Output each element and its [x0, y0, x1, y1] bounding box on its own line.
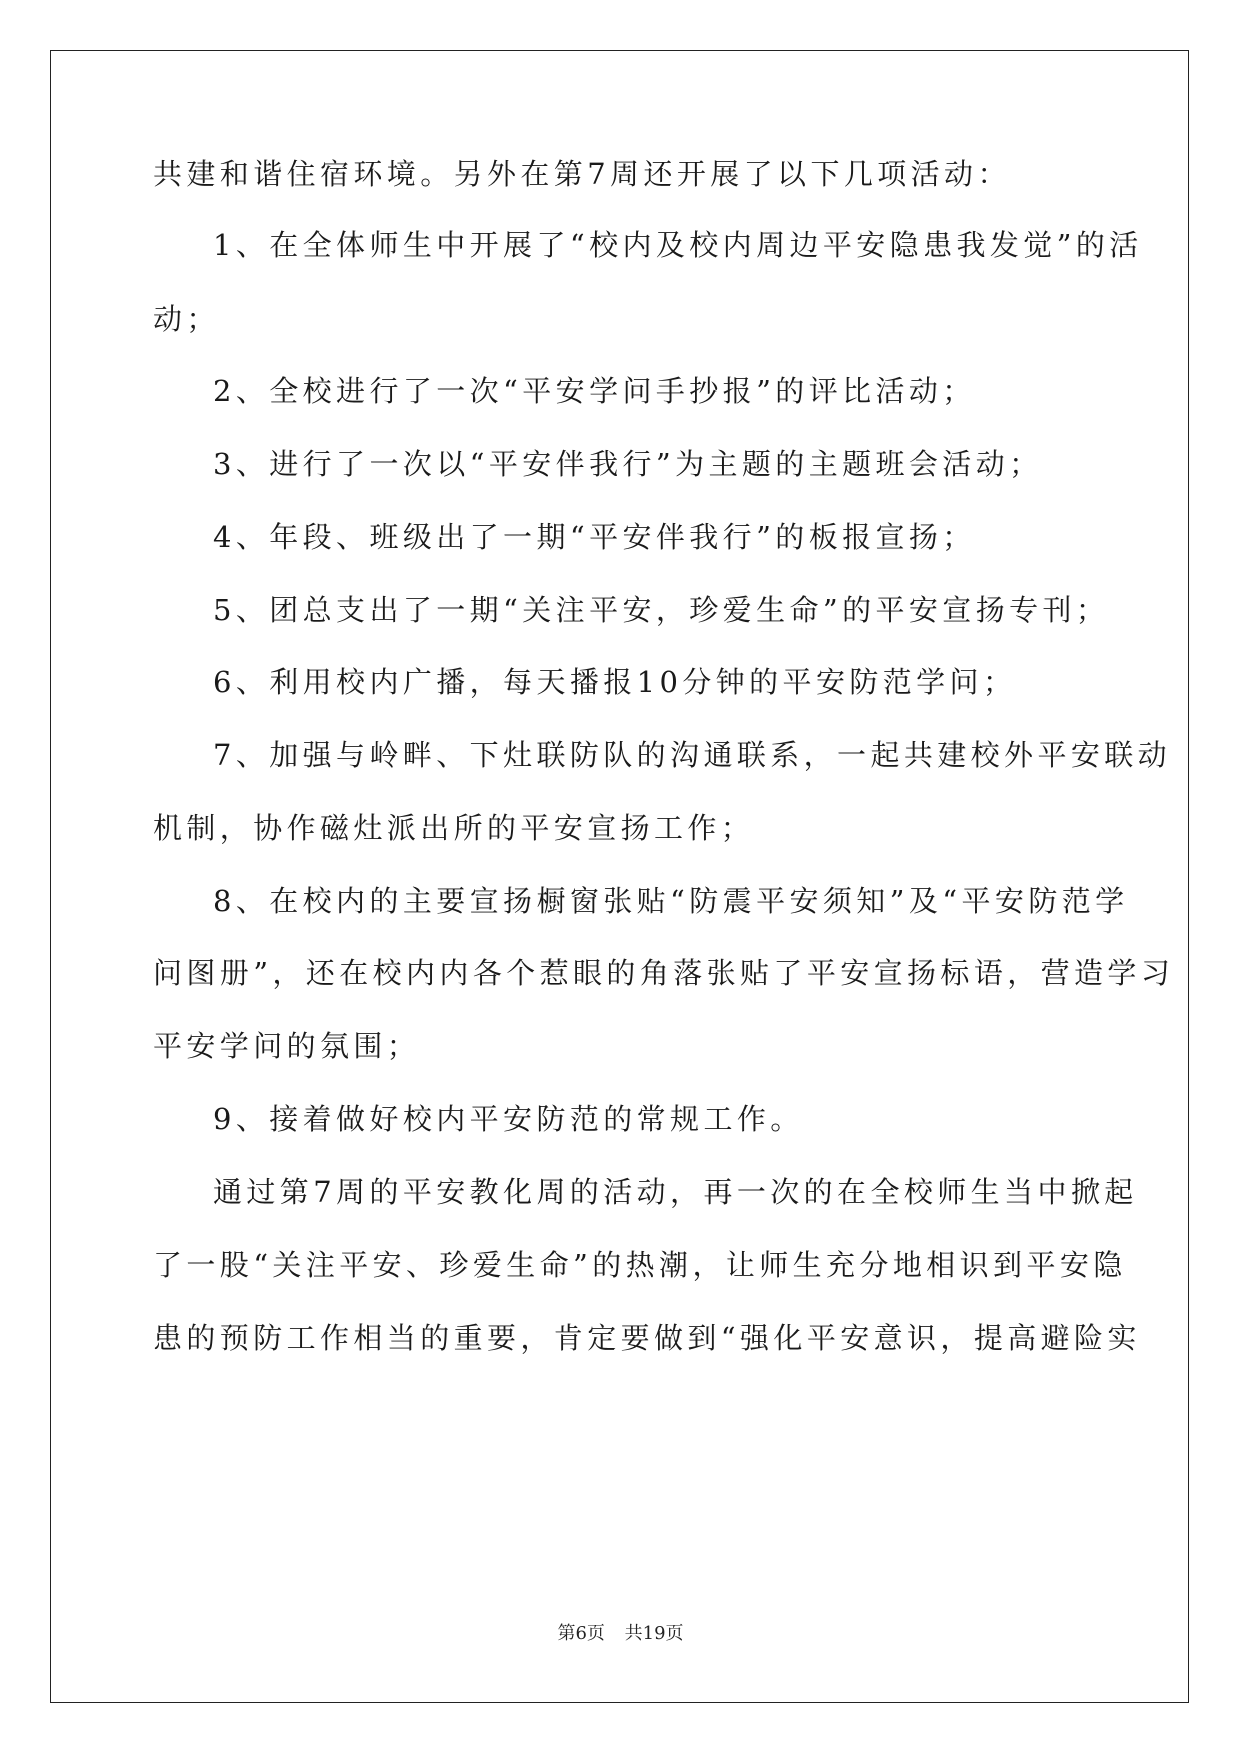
list-item-7-line-2: 机制，协作磁灶派出所的平安宣扬工作； [153, 811, 755, 845]
page-number-footer: 第6页 共19页 [557, 1623, 684, 1644]
list-item-7-line-1: 7、加强与岭畔、下灶联防队的沟通联系，一起共建校外平安联动 [213, 738, 1172, 772]
list-item-1-line-2: 动； [153, 302, 220, 336]
page-border [50, 50, 1189, 1703]
list-item-3: 3、进行了一次以“平安伴我行”为主题的主题班会活动； [213, 447, 1043, 481]
summary-line-2: 了一股“关注平安、珍爱生命”的热潮，让师生充分地相识到平安隐 [153, 1248, 1127, 1282]
list-item-9: 9、接着做好校内平安防范的常规工作。 [213, 1102, 804, 1136]
list-item-6: 6、利用校内广播，每天播报10分钟的平安防范学问； [213, 665, 1017, 699]
list-item-2: 2、全校进行了一次“平安学问手抄报”的评比活动； [213, 374, 976, 408]
list-item-5: 5、团总支出了一期“关注平安，珍爱生命”的平安宣扬专刊； [213, 593, 1110, 627]
list-item-1-line-1: 1、在全体师生中开展了“校内及校内周边平安隐患我发觉”的活 [213, 228, 1143, 262]
list-item-8-line-1: 8、在校内的主要宣扬橱窗张贴“防震平安须知”及“平安防范学 [213, 884, 1129, 918]
list-item-8-line-3: 平安学问的氛围； [153, 1029, 421, 1063]
summary-line-1: 通过第7周的平安教化周的活动，再一次的在全校师生当中掀起 [213, 1175, 1138, 1209]
summary-line-3: 患的预防工作相当的重要，肯定要做到“强化平安意识，提高避险实 [153, 1321, 1141, 1355]
body-line-1: 共建和谐住宿环境。另外在第7周还开展了以下几项活动： [153, 157, 1011, 191]
list-item-4: 4、年段、班级出了一期“平安伴我行”的板报宣扬； [213, 520, 976, 554]
list-item-8-line-2: 问图册”，还在校内内各个惹眼的角落张贴了平安宣扬标语，营造学习 [153, 956, 1175, 990]
